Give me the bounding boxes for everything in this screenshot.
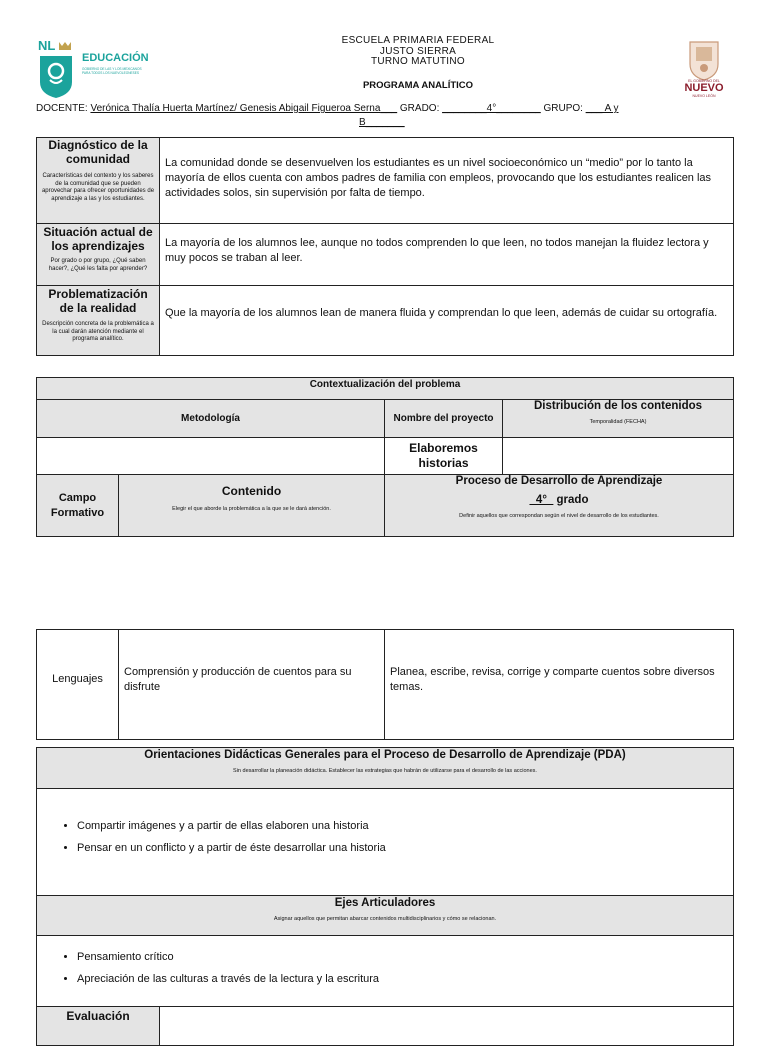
contenido-header xyxy=(118,474,385,537)
evaluacion-label: Evaluación xyxy=(66,1009,130,1023)
situacion-title-cell xyxy=(36,223,160,286)
school-line-2: JUSTO SIERRA xyxy=(379,45,457,57)
campo-value: Lenguajes xyxy=(52,673,103,685)
logo-educacion xyxy=(36,38,166,100)
distribucion-label: Distribución de los contenidos xyxy=(533,400,703,412)
proyecto-label: Nombre del proyecto xyxy=(393,413,494,424)
nuevo-leon-crest-icon xyxy=(676,38,732,82)
orientaciones-table xyxy=(36,747,734,1037)
problematizacion-hint: Descripción concreta de la problemática a la cual darán atención mediante el programa analítico. xyxy=(42,321,154,342)
logo-nuevo-leon xyxy=(676,38,732,100)
list-item: • Pensamiento crítico xyxy=(77,946,733,968)
logo-nuevo-bottom: NUEVO LEÓN xyxy=(692,94,716,98)
contextualizacion-title: Contextualización del problema xyxy=(309,379,461,390)
contenido-label: Contenido xyxy=(221,484,282,498)
ejes-header xyxy=(36,895,734,936)
evaluacion-value-cell xyxy=(159,1006,734,1046)
grado-value: ________4°________ xyxy=(442,103,541,114)
diagnostico-title-cell xyxy=(36,137,160,224)
campo-header xyxy=(36,474,119,537)
pda-header xyxy=(384,474,734,537)
problematizacion-content: Que la mayoría de los alumnos lean de manera fluida y comprendan lo que leen, además de cuidar su ortografía. xyxy=(165,307,718,319)
logo-educacion-brand: EDUCACIÓN xyxy=(82,52,149,64)
diagnostico-title: Diagnóstico de la comunidad xyxy=(48,138,148,166)
contenidos-table xyxy=(36,629,734,740)
proyecto-header xyxy=(384,399,503,438)
orientaciones-hint: Sin desarrollar la planeación didáctica. Establecer las estrategias que habrán de utilizarse para el desarrollo de las acciones. xyxy=(233,768,537,774)
logo-educacion-sub: GOBIERNO DE LAS Y LOS MEXICANOS PARA TODOS LOS NUEVOLEONESES xyxy=(82,67,142,75)
list-item: • Pensar en un conflicto y a partir de éste desarrollar una historia xyxy=(77,837,733,859)
proyecto-value: Elaboremos historias xyxy=(409,441,478,470)
grupo-value: ___ A y xyxy=(585,103,619,114)
metodologia-label: Metodología xyxy=(181,413,240,424)
school-line-3: TURNO MATUTINO xyxy=(370,56,465,67)
ejes-hint: Asignar aquellos que permitan abarcar contenidos multidisciplinarios y cómo se relacionan. xyxy=(273,916,497,922)
diagnostico-table xyxy=(36,137,734,356)
distribucion-value-cell xyxy=(502,437,734,475)
metodologia-header xyxy=(36,399,385,438)
docente-line xyxy=(36,103,736,114)
docente-value: Verónica Thalía Huerta Martínez/ Genesis Abigail Figueroa Serna xyxy=(90,103,381,114)
temporalidad-label: Temporalidad (FECHA) xyxy=(589,419,647,425)
school-header xyxy=(268,36,568,91)
docente-trail: ___ xyxy=(380,103,398,114)
problematizacion-title: Problematización de la realidad xyxy=(48,287,148,315)
ejes-body xyxy=(36,935,734,1007)
grupo-label: GRUPO: xyxy=(543,103,583,114)
contenido-hint: Elegir el que aborde la problemática a la que se le dará atención. xyxy=(172,506,331,512)
logo-nuevo-top: EL GOBIERNO DEL xyxy=(688,79,720,83)
docente-label: DOCENTE: xyxy=(36,103,88,114)
situacion-title: Situación actual de los aprendizajes xyxy=(43,225,153,253)
orientaciones-header xyxy=(36,747,734,789)
list-item: • Compartir imágenes y a partir de ellas elaboren una historia xyxy=(77,815,733,837)
school-line-1: ESCUELA PRIMARIA FEDERAL xyxy=(341,35,495,46)
pda-value: Planea, escribe, revisa, corrige y comparte cuentos sobre diversos temas. xyxy=(390,665,715,693)
situacion-content: La mayoría de los alumnos lee, aunque no todos comprenden lo que leen, no todos manejan la fluidez lectora y muy pocos se traban al leer. xyxy=(165,236,709,264)
contenido-value-cell xyxy=(118,629,385,740)
document-title: PROGRAMA ANALÍTICO xyxy=(362,79,474,91)
proyecto-value-cell xyxy=(384,437,503,475)
pda-value-cell xyxy=(384,629,734,740)
pda-grado-num: _4°_ xyxy=(529,494,554,506)
evaluacion-cell xyxy=(36,1006,160,1046)
diagnostico-content-cell xyxy=(159,137,734,224)
ejes-list xyxy=(37,946,733,990)
campo-label: Campo Formativo xyxy=(50,491,105,519)
list-item: • Apreciación de las culturas a través de la lectura y la escritura xyxy=(77,968,733,990)
orientaciones-list xyxy=(37,815,733,859)
pda-hint: Definir aquellos que correspondan según el nivel de desarrollo de los estudiantes. xyxy=(459,513,659,519)
contenido-value: Comprensión y producción de cuentos para su disfrute xyxy=(124,665,352,693)
pda-label: Proceso de Desarrollo de Aprendizaje xyxy=(455,475,663,487)
situacion-content-cell xyxy=(159,223,734,286)
contextualizacion-table xyxy=(36,377,734,537)
logo-nuevo-main: NUEVO xyxy=(684,82,724,94)
orientaciones-title: Orientaciones Didácticas Generales para el Proceso de Desarrollo de Aprendizaje (PDA) xyxy=(144,749,626,761)
problematizacion-content-cell xyxy=(159,285,734,356)
svg-text:NL: NL xyxy=(38,38,56,53)
campo-value-cell xyxy=(36,629,119,740)
contextualizacion-title-cell xyxy=(36,377,734,400)
diagnostico-hint: Características del contexto y los saberes de la comunidad que se pueden aprovechar para ofrecer oportunidades de aprendizaje a las y los estudiantes. xyxy=(41,173,155,202)
metodologia-value-cell xyxy=(36,437,385,475)
pda-grado xyxy=(385,494,733,506)
distribucion-header xyxy=(502,399,734,438)
situacion-hint: Por grado o por grupo, ¿Qué saben hacer?, ¿Qué les falta por aprender? xyxy=(48,258,148,272)
diagnostico-content: La comunidad donde se desenvuelven los estudiantes es un nivel socioeconómico un “medio” por lo tanto la mayoría de ellos cuenta con ambos padres de familia con empleos, provocando que los estudiantes realicen las actividades solos, sin supervisión por falta de tiempo. xyxy=(165,157,712,199)
pda-grado-word: grado xyxy=(553,494,589,506)
ejes-title: Ejes Articuladores xyxy=(334,897,436,909)
orientaciones-body xyxy=(36,788,734,896)
grupo-value-cont: B_______ xyxy=(359,117,405,128)
problematizacion-title-cell xyxy=(36,285,160,356)
grado-label: GRADO: xyxy=(399,103,440,114)
